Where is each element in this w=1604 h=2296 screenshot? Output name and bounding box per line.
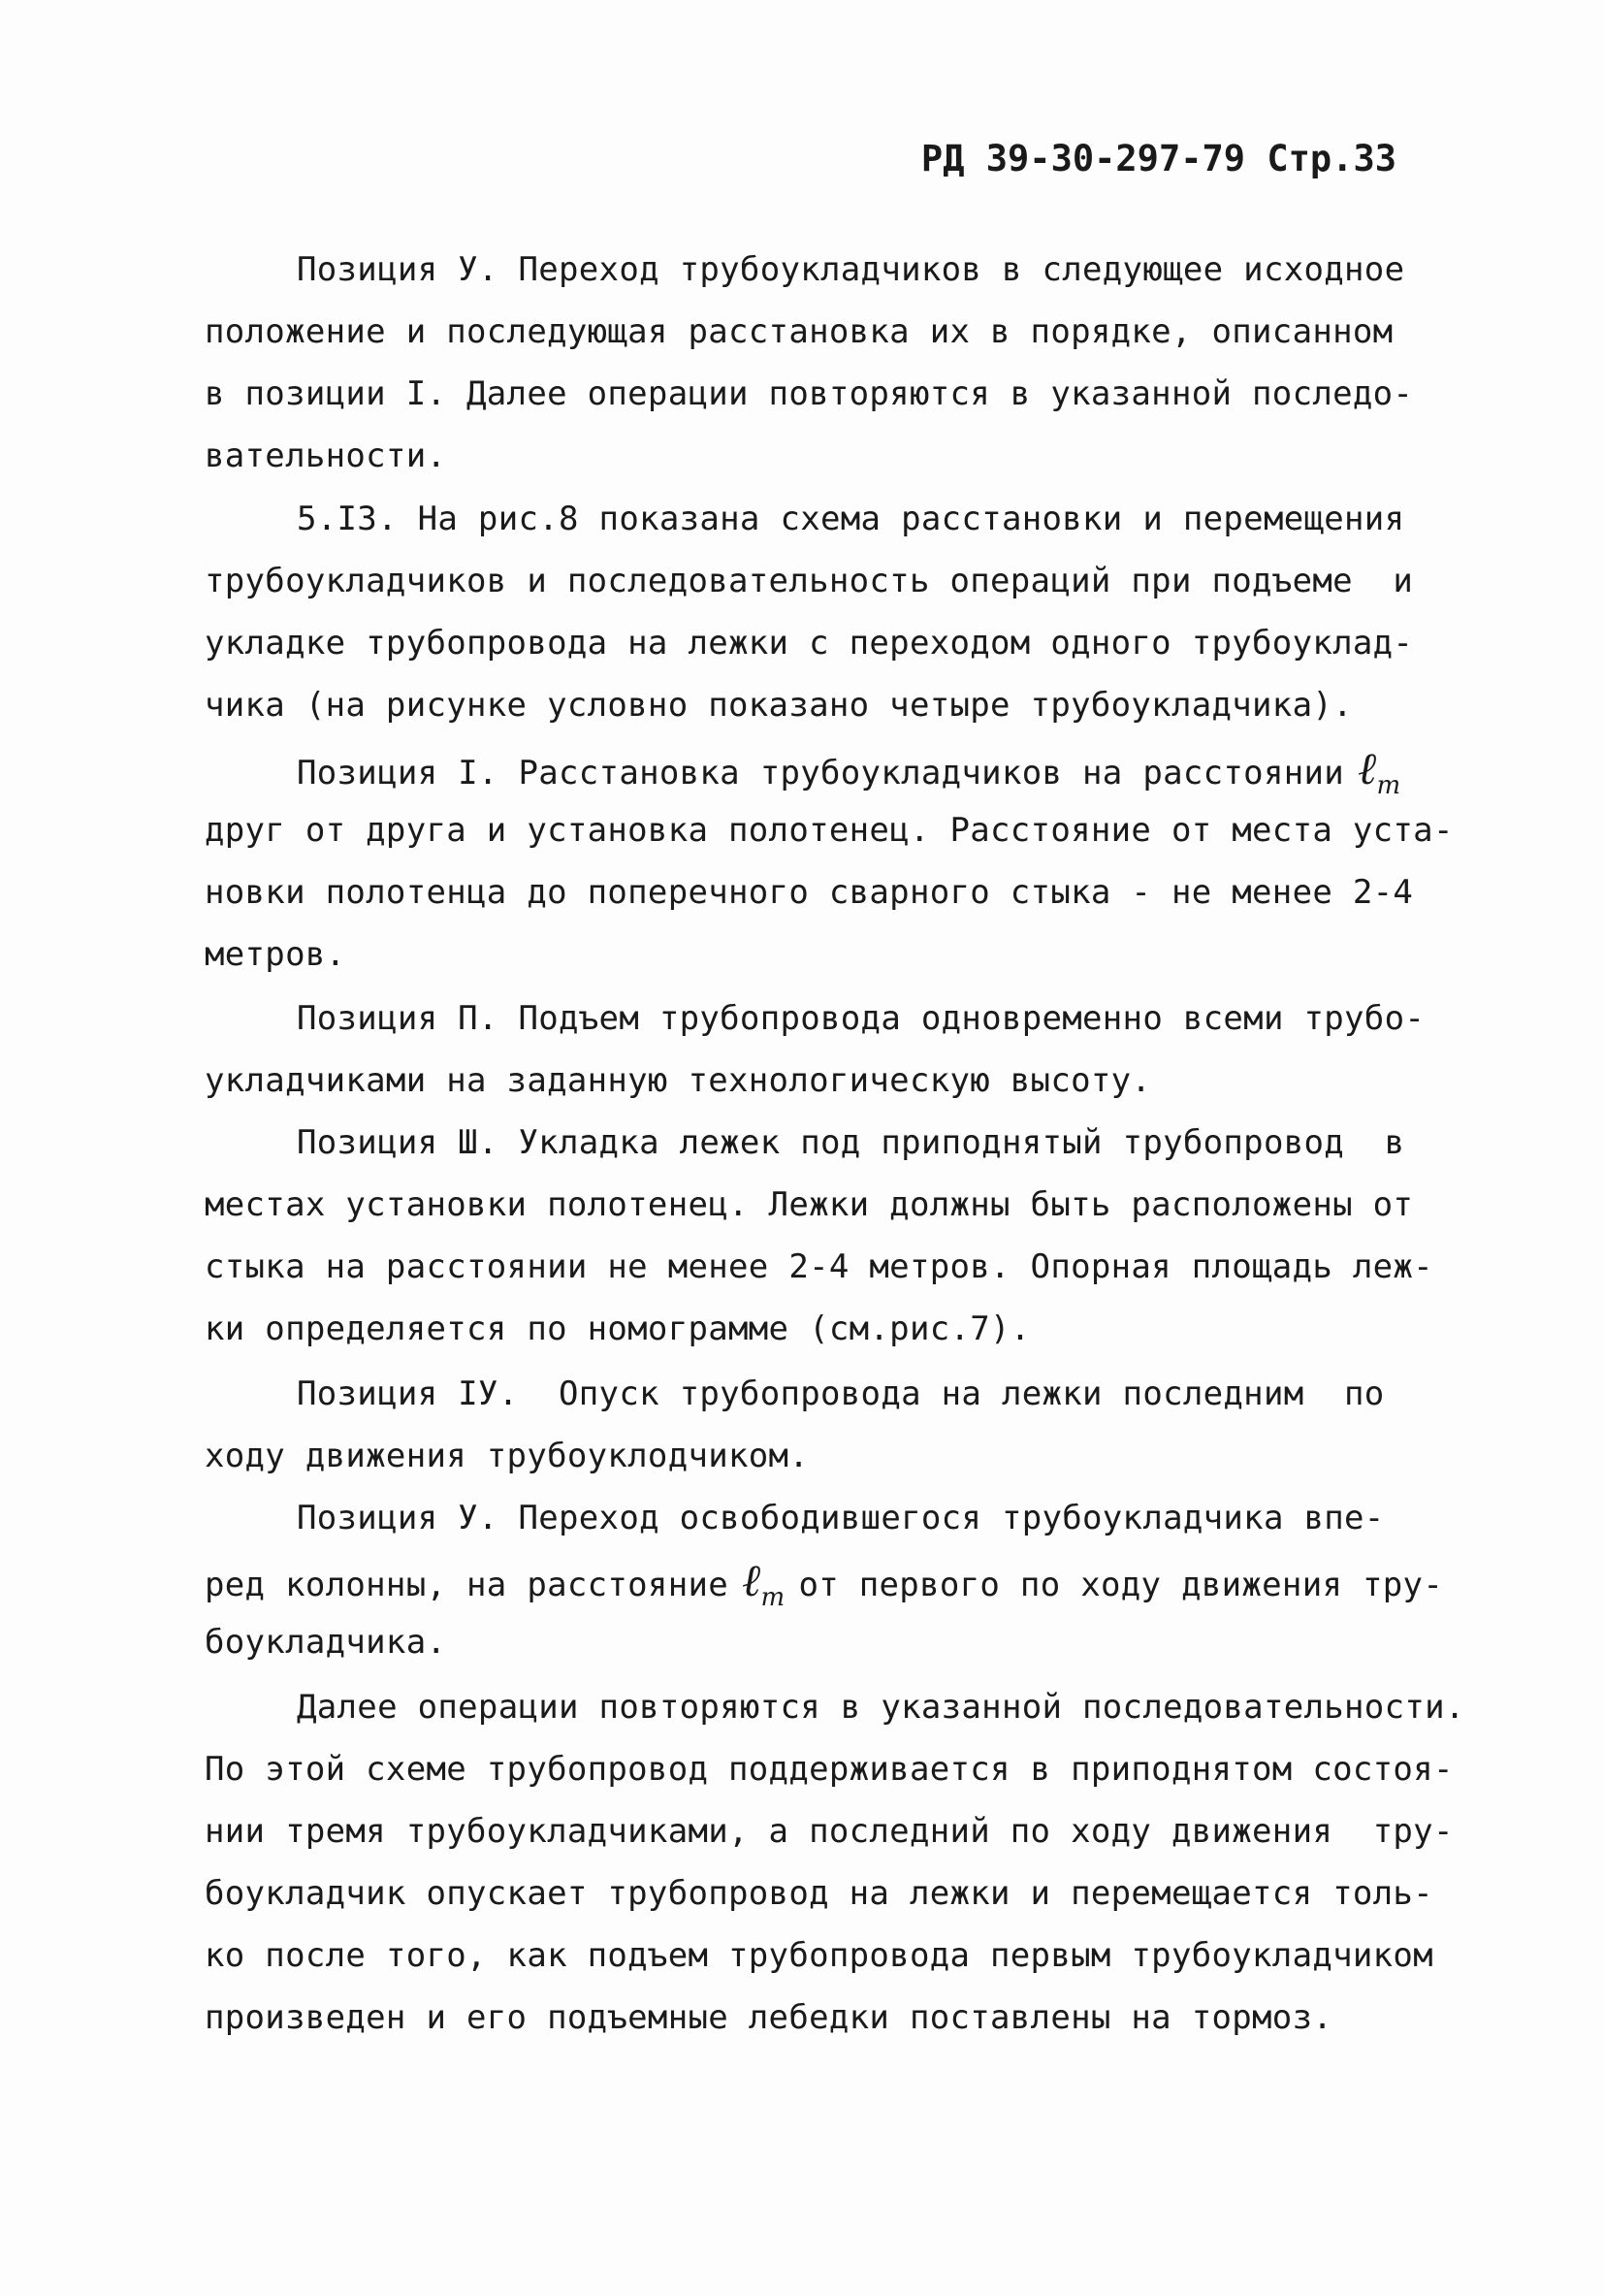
- text-line: местах установки полотенец. Лежки должны быть расположены от: [205, 1185, 1414, 1224]
- length-symbol-letter: ℓ: [1358, 742, 1377, 794]
- text-line: новки полотенца до поперечного сварного стыка - не менее 2-4: [205, 873, 1414, 912]
- text-line: чика (на рисунке условно показано четыре трубоукладчика).: [205, 686, 1353, 725]
- text-line: укладке трубопровода на лежки с переходом одного трубоуклад-: [205, 624, 1414, 663]
- text-line: трубоукладчиков и последовательность операций при подъеме и: [205, 562, 1414, 600]
- text-line: [297, 742, 1414, 805]
- text-line: метров.: [205, 935, 346, 974]
- text-line: 5.I3. На рис.8 показана схема расстановки и перемещения: [297, 500, 1405, 538]
- text-line: По этой схеме трубопровод поддерживается в приподнятом состоя-: [205, 1750, 1454, 1789]
- text-segment: ред колонны, на расстояние: [205, 1566, 729, 1604]
- length-symbol-subscript: т: [1376, 771, 1401, 801]
- text-line: Позиция Ш. Укладка лежек под приподнятый трубопровод в: [297, 1123, 1405, 1162]
- text-line: ходу движения трубоуклодчиком.: [205, 1437, 810, 1475]
- text-line: Позиция У. Переход трубоукладчиков в следующее исходное: [297, 250, 1405, 289]
- length-symbol: [1344, 742, 1414, 805]
- length-symbol: [728, 1554, 798, 1617]
- text-line: ко после того, как подъем трубопровода первым трубоукладчиком: [205, 1936, 1433, 1975]
- text-segment: Позиция I. Расстановка трубоукладчиков на расстоянии: [297, 754, 1345, 792]
- text-line: Позиция IУ. Опуск трубопровода на лежки последним по: [297, 1374, 1385, 1413]
- text-line: нии тремя трубоукладчиками, а последний по ходу движения тру-: [205, 1812, 1454, 1851]
- text-line: Далее операции повторяются в указанной последовательности.: [297, 1688, 1465, 1727]
- text-line: [205, 1554, 1444, 1617]
- length-symbol-subscript: т: [760, 1583, 786, 1613]
- text-line: ки определяется по номограмме (см.рис.7).: [205, 1310, 1031, 1348]
- text-segment: от первого по ходу движения тру-: [798, 1566, 1444, 1604]
- text-line: стыка на расстоянии не менее 2-4 метров. Опорная площадь леж-: [205, 1247, 1433, 1286]
- text-line: боукладчик опускает трубопровод на лежки и перемещается толь-: [205, 1874, 1433, 1913]
- length-symbol-letter: ℓ: [742, 1554, 761, 1606]
- text-line: вательности.: [205, 437, 447, 475]
- text-line: боукладчика.: [205, 1623, 447, 1662]
- text-line: в позиции I. Далее операции повторяются в указанной последо-: [205, 374, 1414, 413]
- text-line: укладчиками на заданную технологическую высоту.: [205, 1061, 1152, 1100]
- text-line: положение и последующая расстановка их в порядке, описанном: [205, 312, 1394, 351]
- page-header-code: РД 39-30-297-79 Стр.33: [920, 138, 1396, 179]
- text-line: Позиция П. Подъем трубопровода одновременно всеми трубо-: [297, 999, 1426, 1038]
- text-line: произведен и его подъемные лебедки поставлены на тормоз.: [205, 1998, 1333, 2037]
- text-line: друг от друга и установка полотенец. Расстояние от места уста-: [205, 811, 1454, 850]
- text-line: Позиция У. Переход освободившегося трубоукладчика впе-: [297, 1499, 1385, 1537]
